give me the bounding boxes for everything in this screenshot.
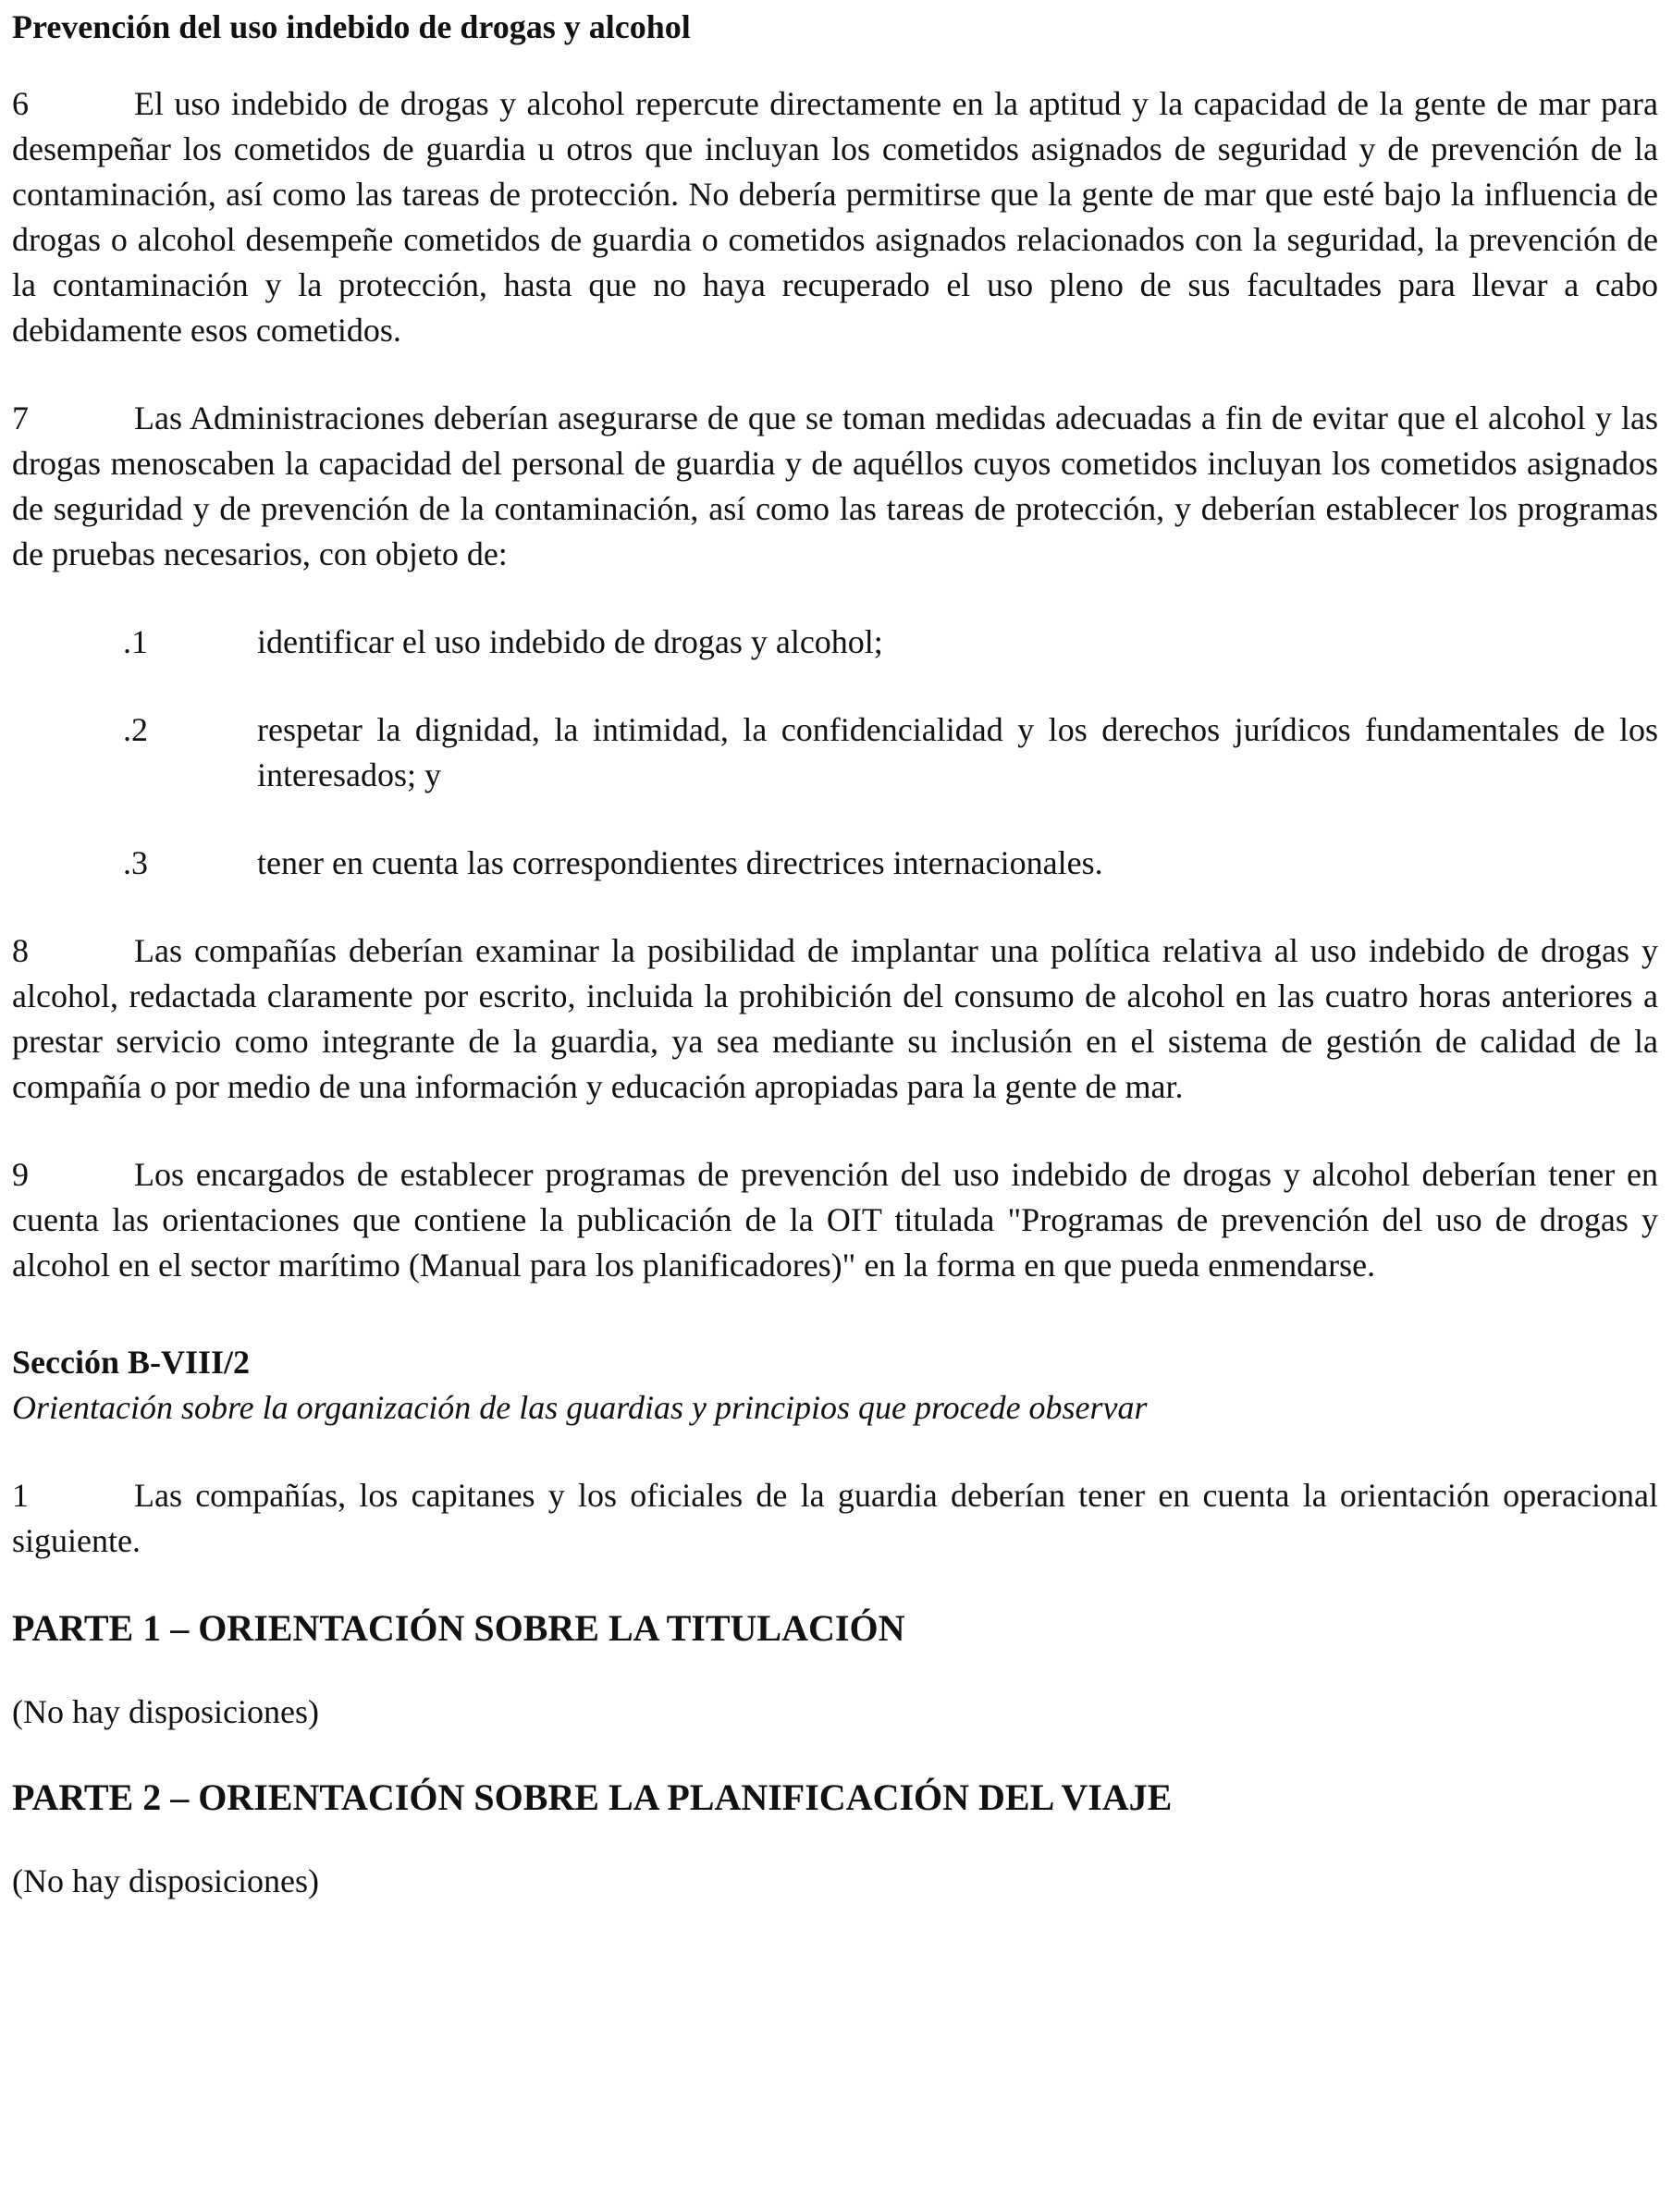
list-item-3 [12,841,1658,886]
paragraph-number: 8 [12,932,29,969]
list-number: .3 [123,844,148,881]
paragraph-text: Los encargados de establecer programas de prevención del uso indebido de drogas y alcohol deberían tener en cuenta las orientaciones que contiene la publicación de la OIT titulada "Programas de prevención del uso de drogas y alcohol en el sector marítimo (Manual para los planificadores)" en la forma en que pueda enmendarse. [12,1156,1658,1284]
paragraph-text: Las Administraciones deberían asegurarse de que se toman medidas adecuadas a fin de evitar que el alcohol y las drogas menoscaben la capacidad del personal de guardia y de aquéllos cuyos cometidos incluyan los cometidos asignados de seguridad y de prevención de la contaminación, así como las tareas de protección, y deberían establecer los programas de pruebas necesarios, con objeto de: [12,399,1658,572]
paragraph-text: El uso indebido de drogas y alcohol repercute directamente en la aptitud y la capacidad de la gente de mar para desempeñar los cometidos de guardia u otros que incluyan los cometidos asignados de seguridad y de prevención de la contaminación, así como las tareas de protección. No debería permitirse que la gente de mar que esté bajo la influencia de drogas o alcohol desempeñe cometidos de guardia o cometidos asignados relacionados con la seguridad, la prevención de la contaminación y la protección, hasta que no haya recuperado el uso pleno de sus facultades para llevar a cabo debidamente esos cometidos. [12,85,1658,349]
paragraph-number: 7 [12,399,29,436]
paragraph-9 [12,1152,1658,1288]
paragraph-7 [12,396,1658,577]
parte-1-note: (No hay disposiciones) [12,1693,319,1730]
section-paragraph-1 [12,1473,1658,1564]
paragraph-number: 9 [12,1156,29,1193]
document-page [12,0,1658,1904]
page-title: Prevención del uso indebido de drogas y alcohol [12,8,691,45]
section-subtitle: Orientación sobre la organización de las guardias y principios que procede observar [12,1389,1148,1426]
paragraph-number: 1 [12,1477,29,1514]
parte-2-note: (No hay disposiciones) [12,1862,319,1899]
list-number: .2 [123,711,148,748]
list-item-1 [12,620,1658,665]
section-title: Sección B-VIII/2 [12,1344,251,1381]
list-text: tener en cuenta las correspondientes directrices internacionales. [257,844,1103,881]
paragraph-text: Las compañías, los capitanes y los oficiales de la guardia deberían tener en cuenta la orientación operacional siguiente. [12,1477,1658,1559]
paragraph-text: Las compañías deberían examinar la posibilidad de implantar una política relativa al uso indebido de drogas y alcohol, redactada claramente por escrito, incluida la prohibición del consumo de alcohol en las cuatro horas anteriores a prestar servicio como integrante de la guardia, ya sea mediante su inclusión en el sistema de gestión de calidad de la compañía o por medio de una información y educación apropiadas para la gente de mar. [12,932,1658,1105]
parte-1-heading: PARTE 1 – ORIENTACIÓN SOBRE LA TITULACIÓN [12,1607,905,1649]
paragraph-8 [12,928,1658,1110]
list-number: .1 [123,623,148,660]
list-item-2 [12,707,1658,798]
list-text: respetar la dignidad, la intimidad, la confidencialidad y los derechos jurídicos fundamentales de los interesados; y [257,711,1658,793]
paragraph-number: 6 [12,85,29,122]
parte-2-heading: PARTE 2 – ORIENTACIÓN SOBRE LA PLANIFICACIÓN DEL VIAJE [12,1776,1173,1818]
list-text: identificar el uso indebido de drogas y alcohol; [257,623,883,660]
paragraph-6 [12,81,1658,353]
